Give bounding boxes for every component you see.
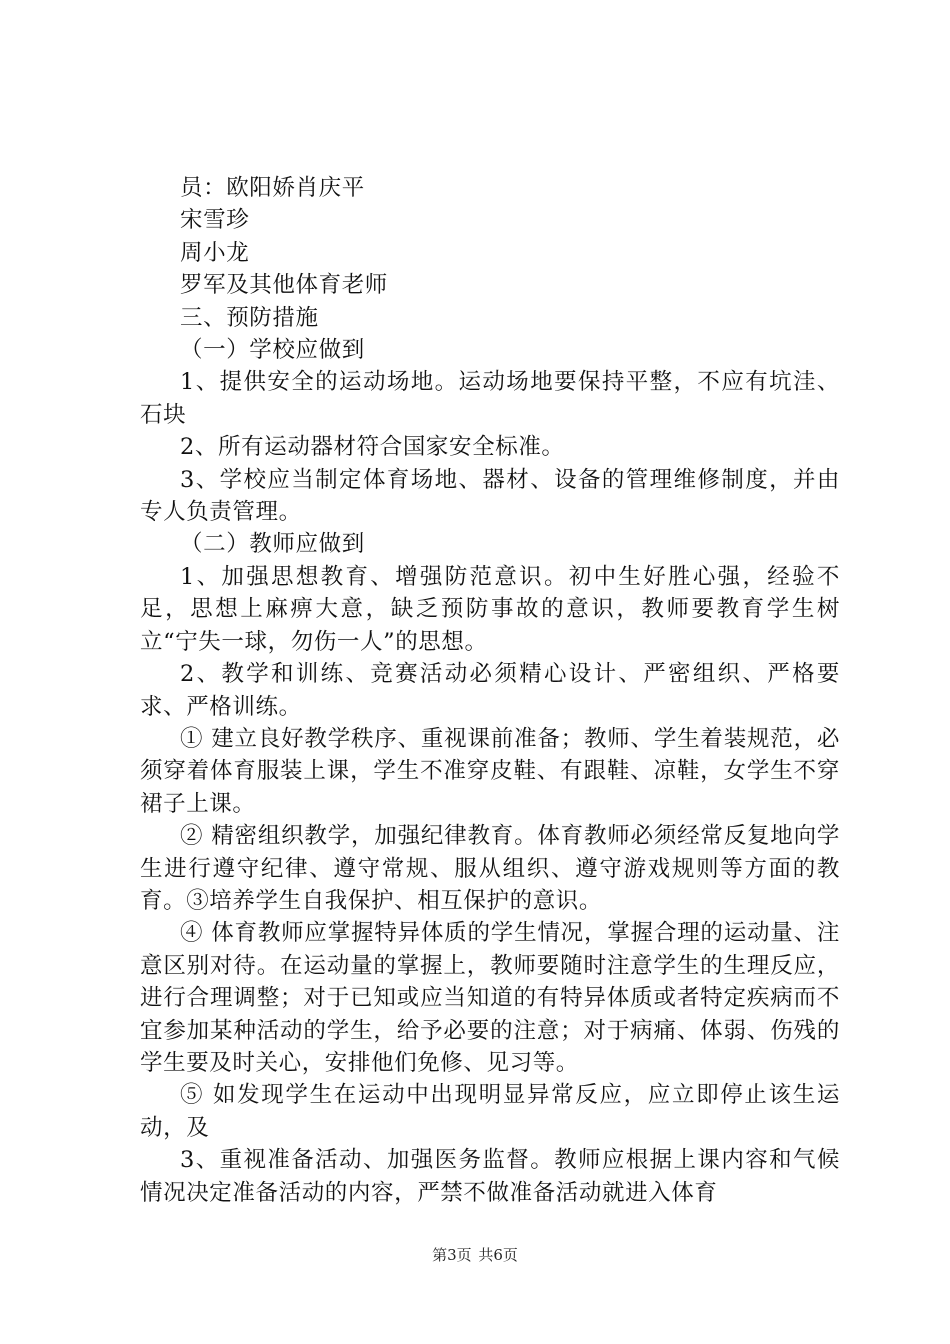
subsection-heading: （二）教师应做到 (180, 531, 365, 558)
paragraph: ④ 体育教师应掌握特异体质的学生情况，掌握合理的运动量、注意区别对待。在运动量的掌握上，教师要随时注意学生的生理反应，进行合理调整；对于已知或应当知道的有特异体质或者特定疾病而不宜参加某种活动的学生，给予必要的注意；对于病痛、体弱、伤残的学生要及时关心，安排他们免修、见习等。 (140, 920, 840, 1076)
page-number: 第3页 (432, 1246, 472, 1264)
paragraph: 2、教学和训练、竞赛活动必须精心设计、严密组织、严格要求、严格训练。 (140, 661, 840, 720)
page-total: 共6页 (478, 1246, 518, 1264)
section-heading: 三、预防措施 (180, 304, 319, 331)
paragraph: ① 建立良好教学秩序、重视课前准备；教师、学生着装规范，必须穿着体育服装上课，学生不准穿皮鞋、有跟鞋、凉鞋，女学生不穿裙子上课。 (140, 725, 840, 817)
paragraph: 3、学校应当制定体育场地、器材、设备的管理维修制度，并由专人负责管理。 (140, 466, 840, 526)
paragraph-staff-name: 宋雪珍 (180, 207, 250, 234)
paragraph-staff-name: 周小龙 (180, 239, 250, 266)
subsection-heading: （一）学校应做到 (180, 337, 365, 364)
paragraph-staff-list: 员：欧阳娇肖庆平 (180, 175, 365, 201)
paragraph: 2、所有运动器材符合国家安全标准。 (180, 434, 565, 461)
page-footer (0, 1244, 950, 1265)
paragraph: 3、重视准备活动、加强医务监督。教师应根据上课内容和气候情况决定准备活动的内容，严禁不做准备活动就进入体育 (140, 1147, 840, 1206)
paragraph-staff-name: 罗军及其他体育老师 (180, 272, 388, 299)
paragraph: ② 精密组织教学，加强纪律教育。体育教师必须经常反复地向学生进行遵守纪律、遵守常规、服从组织、遵守游戏规则等方面的教育。③培养学生自我保护、相互保护的意识。 (140, 823, 840, 914)
paragraph: 1、提供安全的运动场地。运动场地要保持平整，不应有坑洼、石块 (140, 369, 840, 428)
paragraph: 1、加强思想教育、增强防范意识。初中生好胜心强，经验不足，思想上麻痹大意，缺乏预防事故的意识，教师要教育学生树立“宁失一球，勿伤一人”的思想。 (140, 563, 840, 655)
paragraph: ⑤ 如发现学生在运动中出现明显异常反应，应立即停止该生运动，及 (140, 1082, 840, 1141)
document-body (140, 172, 840, 1209)
